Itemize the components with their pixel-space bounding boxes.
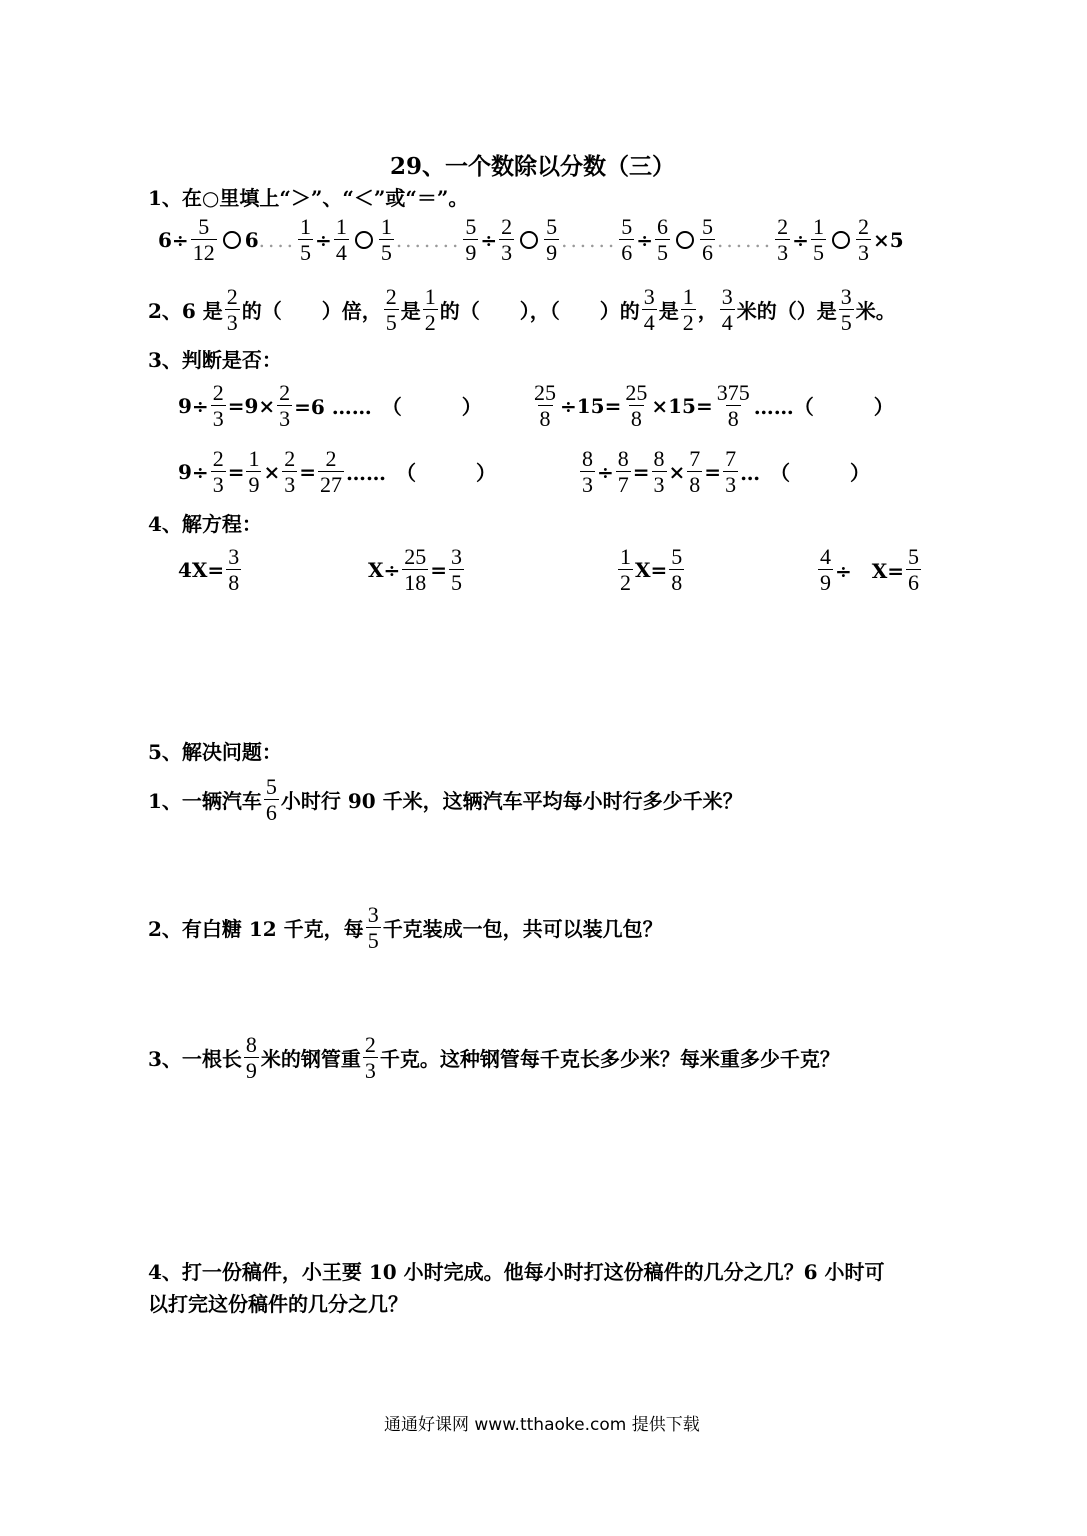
fraction: $\frac{3}{5}$	[451, 544, 463, 595]
q4-label: 4、解方程：	[148, 512, 262, 536]
q3-row2-right: $\frac{8}{3}$ ÷ $\frac{8}{7}$ = $\frac{8}{3}$ × $\frac{7}{8}$ = $\frac{7}{3}$ … （ ）	[582, 446, 871, 497]
fraction: $\frac{5}{6}$	[702, 214, 714, 265]
fraction: $\frac{3}{8}$	[228, 544, 240, 595]
fraction: $\frac{3}{5}$	[840, 284, 852, 335]
fraction: $\frac{5}{8}$	[671, 544, 683, 595]
problem-1: 1、一辆汽车 $\frac{5}{6}$ 小时行 90 千米，这辆汽车平均每小时行多少千米？	[148, 774, 743, 825]
fraction: $\frac{3}{4}$	[643, 284, 655, 335]
q1-label: 1、在○里填上“＞”、“＜”或“＝”。	[148, 186, 469, 210]
fraction: $\frac{25}{8}$	[534, 380, 556, 431]
q3-row2-left: 9÷ $\frac{2}{3}$ = $\frac{1}{9}$ × $\frac{2}{3}$ = $\frac{2}{27}$ …… （ ）	[178, 446, 496, 497]
compare-circle[interactable]	[355, 231, 373, 249]
fraction: $\frac{1}{2}$	[424, 284, 436, 335]
page-title: 29、一个数除以分数（三）	[390, 153, 676, 180]
fraction: $\frac{1}{9}$	[248, 446, 260, 497]
fraction: $\frac{5}{9}$	[546, 214, 558, 265]
problem-4-line1: 4、打一份稿件，小王要 10 小时完成。他每小时打这份稿件的几分之几？6 小时可	[148, 1260, 885, 1284]
compare-circle[interactable]	[520, 231, 538, 249]
problem-3: 3、一根长 $\frac{8}{9}$ 米的钢管重 $\frac{2}{3}$ 千克。这种钢管每千克长多少米？每米重多少千克？	[148, 1032, 840, 1083]
fraction: $\frac{8}{3}$	[582, 446, 593, 497]
compare-circle[interactable]	[676, 231, 694, 249]
fraction: $\frac{2}{3}$	[212, 380, 224, 431]
fraction: $\frac{25}{18}$	[404, 544, 427, 595]
fraction: $\frac{2}{3}$	[501, 214, 513, 265]
equation-2: X÷ $\frac{25}{18}$ = $\frac{3}{5}$	[368, 544, 463, 595]
fraction: $\frac{6}{5}$	[657, 214, 669, 265]
problem-4-line2: 以打完这份稿件的几分之几？	[148, 1292, 408, 1316]
fraction: $\frac{8}{3}$	[653, 446, 665, 497]
fraction: $\frac{2}{3}$	[857, 214, 869, 265]
fraction: $\frac{1}{5}$	[380, 214, 392, 265]
q3-row1-right: $\frac{25}{8}$ ÷15= $\frac{25}{8}$ ×15= $\frac{375}{8}$ ……（ ）	[534, 380, 894, 431]
fraction: $\frac{375}{8}$	[716, 380, 750, 431]
fraction: $\frac{4}{9}$	[820, 544, 831, 595]
fraction: $\frac{2}{27}$	[319, 446, 342, 497]
equation-4: $\frac{4}{9}$ ÷ X= $\frac{5}{6}$	[820, 544, 920, 595]
fraction: $\frac{8}{7}$	[617, 446, 629, 497]
q3-label: 3、判断是否：	[148, 348, 282, 372]
fraction: $\frac{1}{2}$	[682, 284, 694, 335]
fraction: $\frac{5}{6}$	[621, 214, 633, 265]
fraction: $\frac{1}{5}$	[812, 214, 824, 265]
q1-items: 6÷ $\frac{5}{12}$ 6 .... $\frac{1}{5}$ ÷ $\frac{1}{4}$ $\frac{1}{5}$ ....... $\frac{5}{9}$ ÷ $\frac{2}{3}$ $\frac{5}{9}$ ...... $\frac{5}{6}$ ÷ $\frac{6}{5}$ $\frac{5}{6}$ ...... $\frac{2}{3}$ ÷ $\frac{1}{5}$ $\frac{2}{3}$ ×5	[158, 214, 904, 265]
footer-source: 通通好课网 www.tthaoke.com 提供下载	[384, 1415, 700, 1435]
fraction: $\frac{2}{3}$	[226, 284, 238, 335]
fraction: $\frac{8}{9}$	[245, 1032, 257, 1083]
fraction: $\frac{1}{2}$	[620, 544, 631, 595]
fraction: $\frac{1}{4}$	[335, 214, 347, 265]
fraction: $\frac{5}{12}$	[192, 214, 215, 265]
q3-row1-left: 9÷ $\frac{2}{3}$ =9× $\frac{2}{3}$ =6 …… （ ）	[178, 380, 482, 431]
fraction: $\frac{2}{3}$	[279, 380, 291, 431]
fraction: $\frac{1}{5}$	[300, 214, 312, 265]
fraction: $\frac{2}{3}$	[777, 214, 789, 265]
problem-2: 2、有白糖 12 千克，每 $\frac{3}{5}$ 千克装成一包，共可以装几包？	[148, 902, 663, 953]
fraction: $\frac{2}{3}$	[212, 446, 224, 497]
fraction: $\frac{2}{3}$	[364, 1032, 376, 1083]
q2-line: 2、6 是 $\frac{2}{3}$ 的（ ）倍， $\frac{2}{5}$ 是 $\frac{1}{2}$ 的（ ），（ ）的 $\frac{3}{4}$ 是 $\frac{1}{2}$ ， $\frac{3}{4}$ 米的（）是 $\frac{3}{5}$ 米。	[148, 284, 896, 335]
equation-3: $\frac{1}{2}$ X= $\frac{5}{8}$	[620, 544, 683, 595]
fraction: $\frac{2}{3}$	[284, 446, 296, 497]
fraction: $\frac{3}{4}$	[721, 284, 733, 335]
q1-item1-post: 6	[244, 227, 259, 252]
q1-item1-pre: 6÷	[158, 227, 189, 252]
compare-circle[interactable]	[223, 231, 241, 249]
fraction: $\frac{5}{9}$	[465, 214, 477, 265]
q5-label: 5、解决问题：	[148, 740, 282, 764]
fraction: $\frac{5}{6}$	[908, 544, 920, 595]
fraction: $\frac{5}{6}$	[265, 774, 277, 825]
fraction: $\frac{25}{8}$	[625, 380, 648, 431]
compare-circle[interactable]	[832, 231, 850, 249]
fraction: $\frac{3}{5}$	[367, 902, 379, 953]
fraction: $\frac{2}{5}$	[385, 284, 397, 335]
fraction: $\frac{7}{3}$	[725, 446, 737, 497]
fraction: $\frac{7}{8}$	[689, 446, 701, 497]
equation-1: 4X= $\frac{3}{8}$	[178, 544, 240, 595]
